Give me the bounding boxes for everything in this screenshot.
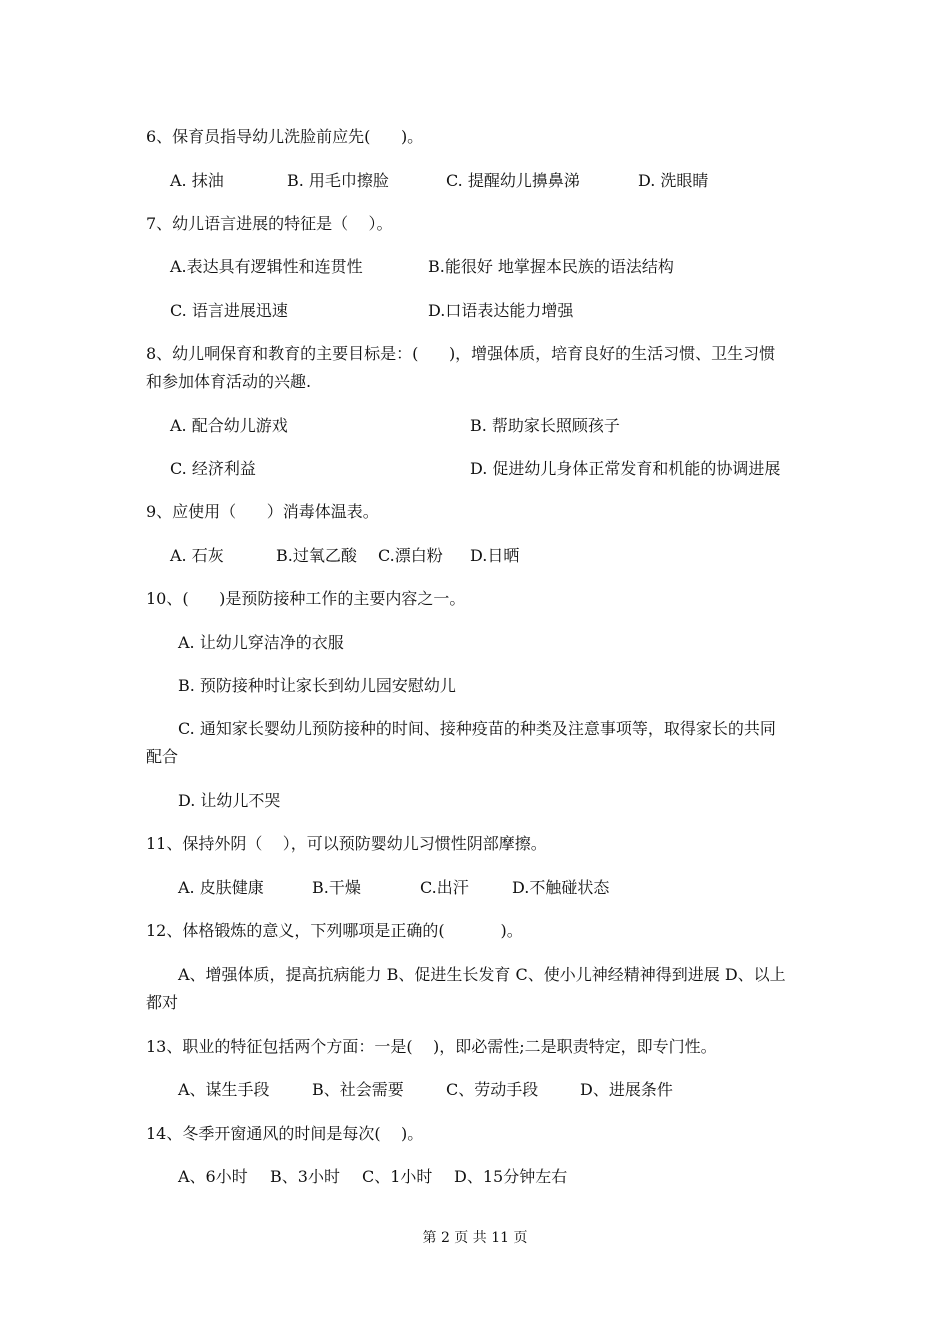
question-13-option-b: B、社会需要: [312, 1080, 404, 1099]
question-6-stem: 6、保育员指导幼儿洗脸前应先( )。: [146, 127, 424, 146]
question-7-option-c: C. 语言进展迅速: [170, 301, 288, 320]
question-8-stem-line1: 8、幼儿哃保育和教育的主要目标是：( )，增强体质，培育良好的生活习惯、卫生习惯: [146, 344, 776, 363]
question-10-option-c-cont: 配合: [146, 747, 179, 766]
question-8-option-a: A. 配合幼儿游戏: [170, 416, 288, 435]
question-10-option-a: A. 让幼儿穿洁净的衣服: [178, 633, 344, 652]
question-10-option-d: D. 让幼儿不哭: [178, 791, 281, 810]
question-9-option-d: D.日晒: [470, 546, 520, 565]
question-9-option-c: C.漂白粉: [378, 546, 443, 565]
question-7-option-b: B.能很好 地掌握本民族的语法结构: [428, 257, 674, 276]
question-7-option-d: D.口语表达能力增强: [428, 301, 574, 320]
question-11-stem: 11、保持外阴（ ），可以预防婴幼儿习惯性阴部摩擦。: [146, 834, 547, 853]
question-10-option-c: C. 通知家长婴幼儿预防接种的时间、接种疫苗的种类及注意事项等，取得家长的共同: [178, 719, 776, 738]
question-14-option-c: C、1小时: [362, 1167, 433, 1186]
question-11-option-a: A. 皮肤健康: [178, 878, 264, 897]
question-12-options-line1: A、增强体质，提高抗病能力 B、促进生长发育 C、使小儿神经精神得到进展 D、以上: [178, 965, 786, 984]
question-9-option-a: A. 石灰: [170, 546, 224, 565]
question-8-stem-line2: 和参加体育活动的兴趣.: [146, 372, 312, 391]
question-10-stem: 10、( )是预防接种工作的主要内容之一。: [146, 589, 466, 608]
question-13-option-c: C、劳动手段: [446, 1080, 539, 1099]
question-14-option-b: B、3小时: [270, 1167, 340, 1186]
question-9-stem: 9、应使用（ ）消毒体温表。: [146, 502, 379, 521]
question-14-option-d: D、15分钟左右: [454, 1167, 568, 1186]
question-6-option-d: D. 洗眼睛: [638, 171, 709, 190]
question-11-option-c: C.出汗: [420, 878, 469, 897]
question-14-option-a: A、6小时: [178, 1167, 248, 1186]
question-7-option-a: A.表达具有逻辑性和连贯性: [170, 257, 363, 276]
question-8-option-d: D. 促进幼儿身体正常发育和机能的协调进展: [470, 459, 781, 478]
question-6-option-a: A. 抹油: [170, 171, 224, 190]
question-12-options-line2: 都对: [146, 993, 179, 1012]
question-14-stem: 14、冬季开窗通风的时间是每次( )。: [146, 1124, 424, 1143]
page-footer: 第 2 页 共 11 页: [422, 1230, 528, 1246]
question-6-option-b: B. 用毛巾擦脸: [287, 171, 389, 190]
question-6-option-c: C. 提醒幼儿擤鼻涕: [446, 171, 580, 190]
question-9-option-b: B.过氧乙酸: [276, 546, 357, 565]
question-10-option-b: B. 预防接种时让家长到幼儿园安慰幼儿: [178, 676, 456, 695]
question-12-stem: 12、体格锻炼的意义，下列哪项是正确的( )。: [146, 921, 523, 940]
question-13-stem: 13、职业的特征包括两个方面：一是( )，即必需性;二是职责特定，即专门性。: [146, 1037, 717, 1056]
question-7-stem: 7、幼儿语言进展的特征是（ ）。: [146, 214, 393, 233]
question-8-option-c: C. 经济利益: [170, 459, 256, 478]
question-11-option-b: B.干燥: [312, 878, 361, 897]
question-8-option-b: B. 帮助家长照顾孩子: [470, 416, 620, 435]
question-13-option-d: D、进展条件: [580, 1080, 673, 1099]
question-13-option-a: A、谋生手段: [178, 1080, 270, 1099]
question-11-option-d: D.不触碰状态: [512, 878, 610, 897]
